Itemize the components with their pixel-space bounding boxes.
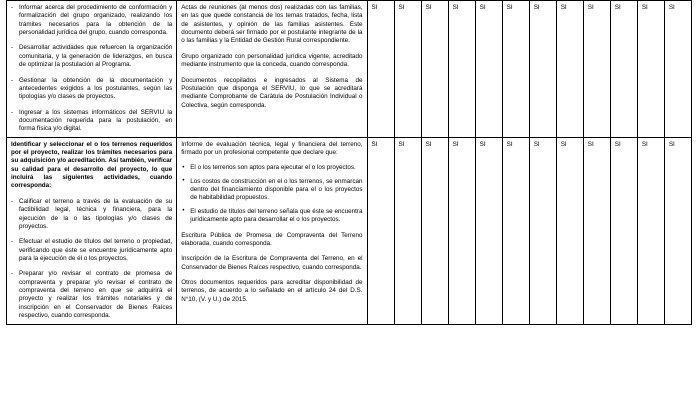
activities-list-row1 — [11, 4, 172, 134]
mark-cell — [394, 137, 421, 324]
mark-value: SI — [452, 4, 459, 11]
evidence-paragraph: Informe de evaluación técnica, legal y financiera del terreno, firmado por un profesional competente que declare que: — [181, 140, 363, 157]
list-item: - Ingresar a los sistemas informáticos del SERVIU la documentación requerida para la postulación, en forma física y/o digital. — [11, 109, 172, 134]
mark-value: SI — [533, 140, 540, 148]
mark-value: SI — [614, 140, 621, 148]
mark-cell — [610, 1, 637, 138]
mark-cell — [367, 137, 394, 324]
mark-cell — [421, 1, 448, 138]
mark-value: SI — [668, 140, 675, 148]
mark-cell — [664, 1, 691, 138]
mark-value: SI — [560, 140, 567, 148]
mark-value: SI — [371, 4, 378, 11]
mark-cell — [367, 1, 394, 138]
activities-list-row2 — [11, 198, 172, 321]
list-item: - Efectuar el estudio de títulos del terreno o propiedad, verificando que éste se encuentre jurídicamente apto para la ejecución de él o los proyectos. — [11, 238, 172, 263]
mark-cell — [664, 137, 691, 324]
mark-cell — [556, 1, 583, 138]
mark-cell — [529, 1, 556, 138]
list-item: - Desarrollar actividades que refuercen la organización comunitaria, y la generación de liderazgos, en busca de optimizar la postulación al Programa. — [11, 44, 172, 69]
mark-value: SI — [533, 4, 540, 11]
list-item: - Informar acerca del procedimiento de conformación y formalización del grupo organizado, realizando los trámites necesarios para la obtención de la personalidad jurídica del grupo, cuando corresponda. — [11, 4, 172, 37]
list-item: - Gestionar la obtención de la documentación y antecedentes exigidos a los postulantes, según las tipologías y/o clases de proyectos. — [11, 77, 172, 102]
mark-value: SI — [587, 140, 594, 148]
mark-cell — [556, 137, 583, 324]
mark-cell — [448, 1, 475, 138]
list-item: • El o los terrenos son aptos para ejecutar el o los proyectos. — [181, 164, 362, 172]
mark-cell — [583, 137, 610, 324]
mark-value: SI — [398, 4, 405, 11]
mark-cell — [475, 137, 502, 324]
evidence-paragraph: Documentos recopilados e ingresados al Sistema de Postulación que disponga el SERVIU, lo que se acreditará mediante Comprobante de Carátula de Postulación Individual o Colectiva, según corresponda. — [181, 76, 363, 109]
evidence-paragraph: Escritura Pública de Promesa de Compraventa del Terreno elaborada, cuando corresponda. — [181, 231, 363, 247]
activities-cell-row2 — [7, 137, 177, 324]
mark-value: SI — [479, 4, 486, 11]
mark-cell — [502, 1, 529, 138]
mark-value: SI — [641, 4, 648, 11]
evidence-paragraph: Inscripción de la Escritura de Compraventa del Terreno, en el Conservador de Bienes Raíces respectivo, cuando corresponda. — [181, 255, 363, 271]
mark-value: SI — [641, 140, 648, 148]
mark-value: SI — [452, 140, 459, 148]
mark-cell — [421, 137, 448, 324]
mark-cell — [637, 137, 664, 324]
page-bottom-margin — [0, 397, 698, 402]
mark-cell — [502, 137, 529, 324]
evidence-paragraph: Actas de reuniones (al menos dos) realizadas con las familias, en las que quede constancia de los temas tratados, fecha, lista de asistentes, y opinión de las familias asistentes. Este documento deberá ser firmado por el postulante integrante de la o las familias y la Entidad de Gestión Rural correspondiente. — [181, 4, 363, 45]
list-item: • Los costos de construcción en el o los terrenos, se enmarcan dentro del financiamiento disponible para el o los proyectos de habitabilidad propuestos. — [181, 178, 362, 203]
evidence-bullet-list — [181, 164, 362, 224]
mark-cell — [529, 137, 556, 324]
mark-cell — [610, 137, 637, 324]
mark-value: SI — [506, 4, 513, 11]
mark-cell — [637, 1, 664, 138]
mark-value: SI — [398, 140, 405, 148]
evidence-cell-row2 — [177, 137, 367, 324]
evidence-paragraph: Grupo organizado con personalidad jurídica vigente, acreditado mediante instrumento que la conceda, cuando corresponda. — [181, 52, 363, 69]
mark-cell — [394, 1, 421, 138]
mark-value: SI — [614, 4, 621, 11]
mark-value: SI — [479, 140, 486, 148]
list-item: • El estudio de títulos del terreno señala que éste se encuentra jurídicamente apto para desarrollar el o los proyectos. — [181, 208, 362, 225]
table-row — [7, 137, 692, 324]
activities-cell-row1 — [7, 1, 177, 138]
table-row — [7, 1, 692, 138]
mark-cell — [583, 1, 610, 138]
mark-value: SI — [668, 4, 675, 11]
mark-value: SI — [425, 4, 432, 11]
mark-value: SI — [587, 4, 594, 11]
mark-value: SI — [371, 140, 378, 148]
mark-cell — [448, 137, 475, 324]
list-item: - Preparar y/o revisar el contrato de promesa de compraventa y preparar y/o revisar el contrato de compraventa del terreno en que se adquirirá el proyecto y realizar los trámites notariales y de inscripción en el Conservador de Bienes Raíces respectivo, cuando corresponda. — [11, 270, 172, 320]
mark-value: SI — [560, 4, 567, 11]
activities-evidence-table — [6, 0, 692, 325]
mark-value: SI — [425, 140, 432, 148]
evidence-paragraph: Otros documentos requeridos para acreditar disponibilidad de terrenos, de acuerdo a lo señalado en el artículo 24 del D.S. N°10, (V. y U.) de 2015. — [181, 278, 363, 303]
evidence-cell-row1 — [177, 1, 367, 138]
mark-cell — [475, 1, 502, 138]
list-item: - Calificar el terreno a través de la evaluación de su factibilidad legal, técnica y financiera, para la ejecución de la o las tipologías y/o clases de proyectos. — [11, 198, 172, 231]
mark-value: SI — [506, 140, 513, 148]
activities-heading: Identificar y seleccionar el o los terrenos requeridos por el proyecto, realizar los trámites necesarios para su adquisición y/o acreditación. Así también, verificar su calidad para el desarrollo del proyecto, lo que incluirá las siguientes actividades, cuando corresponda: — [11, 140, 173, 190]
